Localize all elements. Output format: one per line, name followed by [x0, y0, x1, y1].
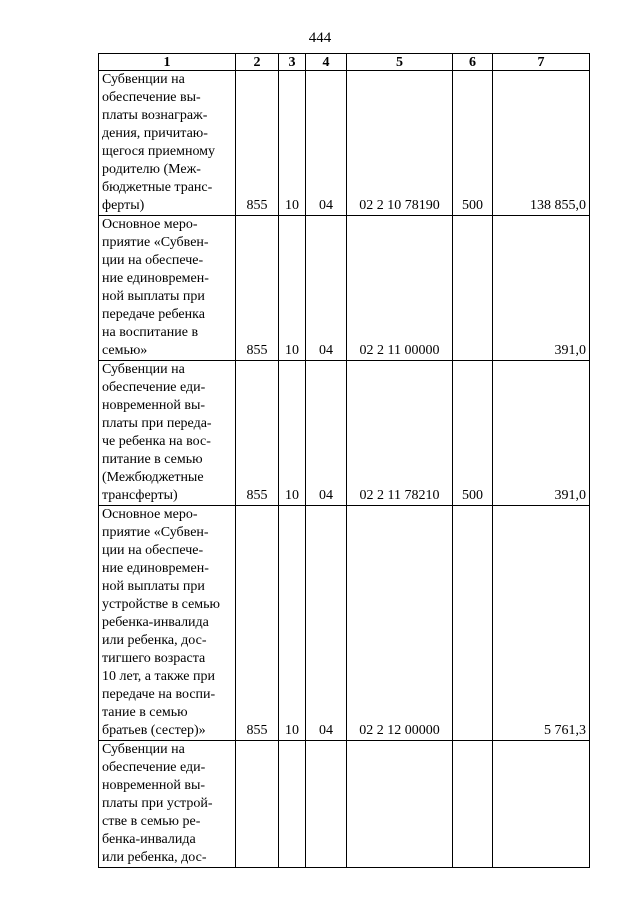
- row-description: [99, 741, 236, 868]
- header-col-6: 6: [453, 54, 493, 71]
- description-line: ной выплаты при: [102, 289, 205, 304]
- row-subsection: 04: [306, 361, 347, 506]
- description-line: ной выплаты при: [102, 579, 205, 594]
- description-line: платы вознаграж-: [102, 108, 208, 123]
- row-section: 10: [279, 71, 306, 216]
- row-admin-code: [236, 741, 279, 868]
- header-col-5: 5: [347, 54, 453, 71]
- description-line: бенка-инвалида: [102, 832, 196, 847]
- row-expense-type: [453, 741, 493, 868]
- description-line: устройстве в семью: [102, 597, 220, 612]
- row-admin-code: 855: [236, 216, 279, 361]
- header-col-4: 4: [306, 54, 347, 71]
- description-line: ние единовремен-: [102, 561, 209, 576]
- description-line: или ребенка, дос-: [102, 633, 207, 648]
- description-line: че ребенка на вос-: [102, 434, 211, 449]
- description-line: стве в семью ре-: [102, 814, 201, 829]
- row-target-article: 02 2 12 00000: [347, 506, 453, 741]
- row-section: 10: [279, 216, 306, 361]
- budget-table: [98, 53, 590, 868]
- row-expense-type: 500: [453, 71, 493, 216]
- description-line: Субвенции на: [102, 362, 185, 377]
- row-admin-code: 855: [236, 71, 279, 216]
- description-line: Субвенции на: [102, 742, 185, 757]
- row-admin-code: 855: [236, 361, 279, 506]
- row-expense-type: 500: [453, 361, 493, 506]
- description-line: приятие «Субвен-: [102, 235, 209, 250]
- row-description: [99, 361, 236, 506]
- description-line: обеспечение еди-: [102, 380, 206, 395]
- description-line: платы при переда-: [102, 416, 212, 431]
- row-target-article: 02 2 11 00000: [347, 216, 453, 361]
- description-line: Субвенции на: [102, 72, 185, 87]
- description-line: обеспечение еди-: [102, 760, 206, 775]
- row-expense-type: [453, 216, 493, 361]
- description-line: 10 лет, а также при: [102, 669, 215, 684]
- table-row: [99, 506, 590, 741]
- description-line: платы при устрой-: [102, 796, 213, 811]
- row-amount: 391,0: [493, 216, 590, 361]
- description-line: на воспитание в: [102, 325, 199, 340]
- row-section: 10: [279, 361, 306, 506]
- description-line: Основное меро-: [102, 507, 198, 522]
- row-admin-code: 855: [236, 506, 279, 741]
- description-line: ребенка-инвалида: [102, 615, 209, 630]
- table-row: [99, 71, 590, 216]
- header-col-1: 1: [99, 54, 236, 71]
- description-line: ние единовремен-: [102, 271, 209, 286]
- table-row: [99, 216, 590, 361]
- description-line: (Межбюджетные: [102, 470, 204, 485]
- description-line: приятие «Субвен-: [102, 525, 209, 540]
- description-line: щегося приемному: [102, 144, 216, 159]
- table-row: [99, 741, 590, 868]
- description-line: питание в семью: [102, 452, 203, 467]
- row-subsection: 04: [306, 216, 347, 361]
- description-line: родителю (Меж-: [102, 162, 201, 177]
- row-expense-type: [453, 506, 493, 741]
- page-number: 444: [308, 30, 332, 46]
- description-line: семью»: [102, 343, 148, 358]
- description-line: тание в семью: [102, 705, 188, 720]
- description-line: обеспечение вы-: [102, 90, 201, 105]
- description-line: ции на обеспече-: [102, 543, 204, 558]
- row-subsection: 04: [306, 506, 347, 741]
- row-section: [279, 741, 306, 868]
- description-line: трансферты): [102, 488, 178, 503]
- description-line: ции на обеспече-: [102, 253, 204, 268]
- row-target-article: 02 2 10 78190: [347, 71, 453, 216]
- row-amount: [493, 741, 590, 868]
- row-amount: 5 761,3: [493, 506, 590, 741]
- table-row: [99, 361, 590, 506]
- row-subsection: 04: [306, 71, 347, 216]
- row-description: [99, 506, 236, 741]
- description-line: бюджетные транс-: [102, 180, 213, 195]
- description-line: новременной вы-: [102, 398, 206, 413]
- row-description: [99, 216, 236, 361]
- description-line: дения, причитаю-: [102, 126, 208, 141]
- row-subsection: [306, 741, 347, 868]
- row-target-article: [347, 741, 453, 868]
- row-target-article: 02 2 11 78210: [347, 361, 453, 506]
- row-amount: 391,0: [493, 361, 590, 506]
- row-section: 10: [279, 506, 306, 741]
- header-col-2: 2: [236, 54, 279, 71]
- row-description: [99, 71, 236, 216]
- description-line: новременной вы-: [102, 778, 206, 793]
- description-line: или ребенка, дос-: [102, 850, 207, 865]
- description-line: братьев (сестер)»: [102, 723, 206, 738]
- description-line: передаче на воспи-: [102, 687, 216, 702]
- header-row: [99, 54, 590, 71]
- row-amount: 138 855,0: [493, 71, 590, 216]
- description-line: Основное меро-: [102, 217, 198, 232]
- description-line: ферты): [102, 198, 145, 213]
- header-col-7: 7: [493, 54, 590, 71]
- description-line: тигшего возраста: [102, 651, 206, 666]
- header-col-3: 3: [279, 54, 306, 71]
- description-line: передаче ребенка: [102, 307, 205, 322]
